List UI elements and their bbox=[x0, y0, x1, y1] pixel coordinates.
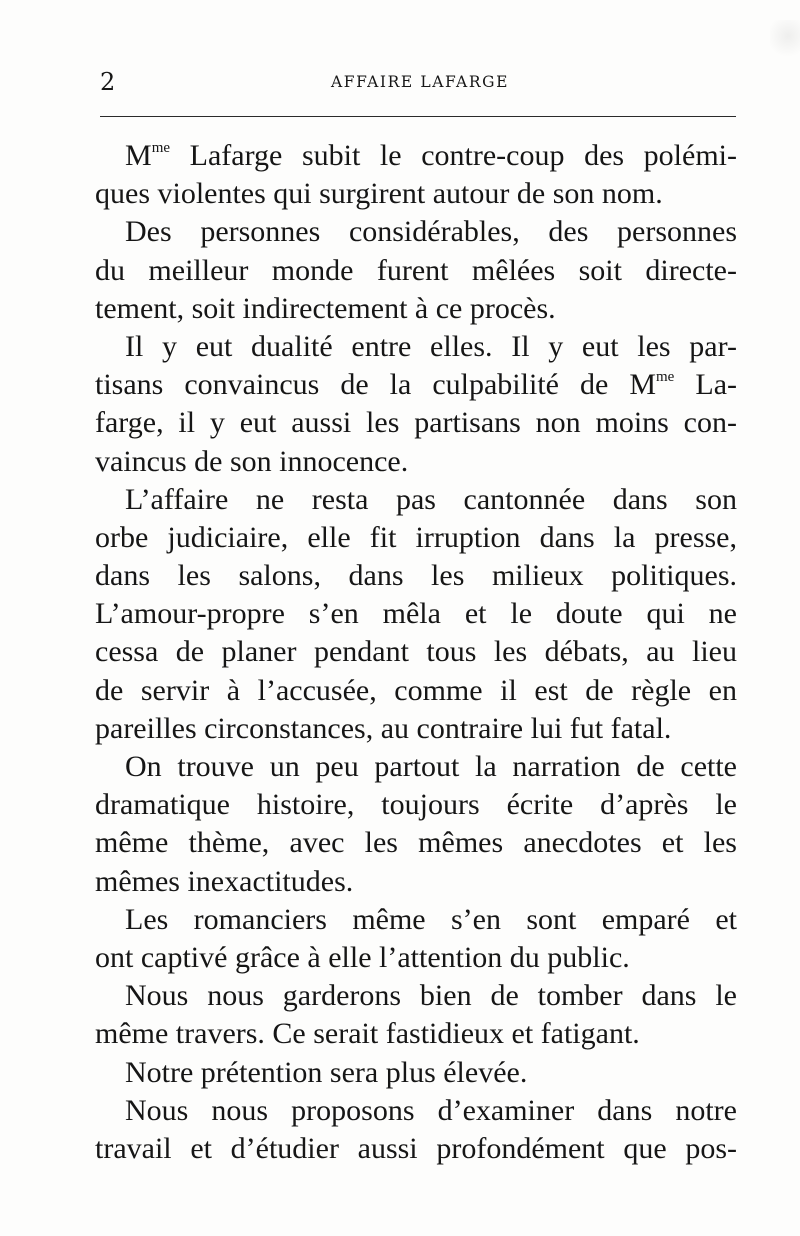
text-fragment: M bbox=[125, 139, 152, 172]
page-header bbox=[100, 66, 740, 102]
body-text bbox=[95, 137, 737, 1168]
text-line: On trouve un peu partout la narration de cette bbox=[125, 750, 737, 783]
text-line: dramatique histoire, toujours écrite d’après le bbox=[95, 788, 737, 822]
header-rule bbox=[100, 116, 736, 117]
text-line: pareilles circonstances, au contraire lui fut fatal. bbox=[95, 711, 672, 745]
text-line: tement, soit indirectement à ce procès. bbox=[95, 291, 556, 325]
text-line: ont captivé grâce à elle l’attention du public. bbox=[95, 940, 630, 974]
text-fragment: tisans convaincus de la culpabilité de M bbox=[95, 368, 657, 402]
text-line: Les romanciers même s’en sont emparé et bbox=[125, 902, 737, 936]
text-line: ques violentes qui surgirent autour de son nom. bbox=[95, 177, 663, 211]
text-line: Il y eut dualité entre elles. Il y eut les par- bbox=[125, 329, 737, 363]
text-line bbox=[95, 137, 737, 175]
text-line: vaincus de son innocence. bbox=[95, 444, 409, 478]
text-line: L’amour-propre s’en mêla et le doute qui ne bbox=[95, 597, 737, 631]
text-line bbox=[95, 366, 737, 404]
text-line: même travers. Ce serait fastidieux et fatigant. bbox=[95, 1017, 640, 1051]
text-line: de servir à l’accusée, comme il est de règle en bbox=[95, 673, 737, 707]
text-line: dans les salons, dans les milieux politiques. bbox=[95, 559, 737, 593]
text-line: travail et d’étudier aussi profondément que pos- bbox=[95, 1131, 737, 1165]
superscript: me bbox=[151, 140, 171, 156]
text-line: Nous nous proposons d’examiner dans notre bbox=[125, 1093, 737, 1127]
text-line: Des personnes considérables, des personnes bbox=[125, 215, 737, 249]
running-head: AFFAIRE LAFARGE bbox=[330, 73, 510, 91]
text-line: mêmes inexactitudes. bbox=[95, 864, 354, 898]
text-line: orbe judiciaire, elle fit irruption dans la presse, bbox=[95, 520, 737, 554]
superscript: me bbox=[656, 369, 675, 386]
text-fragment: Lafarge subit le contre-coup des polémi- bbox=[170, 139, 737, 172]
text-line: même thème, avec les mêmes anecdotes et les bbox=[95, 826, 737, 860]
text-fragment: La- bbox=[674, 368, 737, 402]
text-line: Notre prétention sera plus élevée. bbox=[125, 1055, 528, 1089]
text-line: du meilleur monde furent mêlées soit directe- bbox=[95, 253, 737, 287]
paper-stain bbox=[770, 20, 800, 60]
text-line: farge, il y eut aussi les partisans non moins con- bbox=[95, 406, 737, 440]
page-number: 2 bbox=[100, 68, 116, 96]
text-line: Nous nous garderons bien de tomber dans le bbox=[125, 979, 737, 1013]
text-line: L’affaire ne resta pas cantonnée dans son bbox=[125, 482, 737, 516]
text-line: cessa de planer pendant tous les débats, au lieu bbox=[95, 635, 737, 669]
